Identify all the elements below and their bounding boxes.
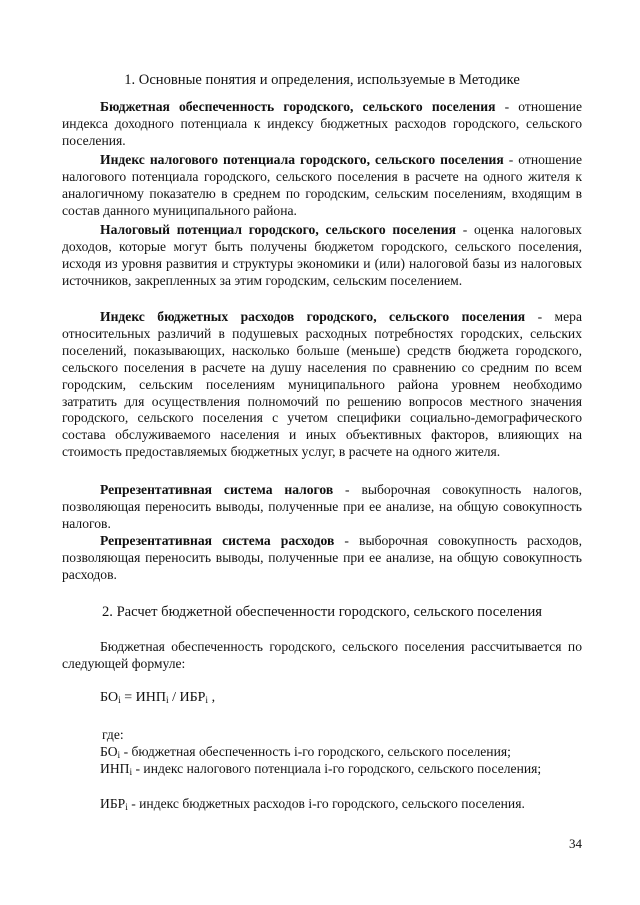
definition-paragraph [62, 222, 582, 290]
legend-symbol-subscript: i [117, 751, 121, 761]
legend-text: - бюджетная обеспеченность i-го городского, сельского поселения; [120, 744, 511, 759]
definition-text: - мера относительных различий в подушевых расходных потребностях городских, сельских поселений, показывающих, насколько больше (меньше) средств бюджета городского, сельского поселения в расчете на душу населения по сравнению со средним по всем городским, сельским поселениям муниципального района уровнем необходимо затратить для осуществления полномочий по решению вопросов местного значения городского, сельского поселения с учетом специфики социально-демографического состава обслуживаемого населения и иных объективных факторов, влияющих на стоимость предоставляемых бюджетных услуг, в расчете на одного жителя. [62, 309, 582, 460]
definition-paragraph [62, 482, 582, 533]
legend-item [62, 761, 582, 782]
definition-paragraph [62, 533, 582, 584]
formula [100, 690, 215, 710]
formula-tail: , [208, 690, 216, 705]
definition-paragraph [62, 152, 582, 220]
formula-numerator: ИНП [135, 690, 166, 705]
formula-denominator: ИБР [179, 690, 206, 705]
legend-symbol: ИНП [100, 761, 130, 776]
definition-text: - отношение налогового потенциала городского, сельского поселения в расчете на одного жителя к аналогичному показателю в среднем по городским, сельским поселениям, входящим в состав данного муниципального района. [62, 152, 582, 218]
legend-text: - индекс бюджетных расходов i-го городского, сельского поселения. [127, 796, 525, 811]
legend-symbol-subscript: i [129, 768, 133, 778]
section-2-heading: 2. Расчет бюджетной обеспеченности городского, сельского поселения [101, 604, 543, 620]
definition-text: - выборочная совокупность расходов, позволяющая переносить выводы, полученные при ее анализе, на общую совокупность расходов. [62, 533, 582, 582]
page-number: 34 [569, 836, 582, 851]
formula-equals: = [120, 690, 136, 705]
formula-slash: / [168, 690, 180, 705]
definition-term: Налоговый потенциал городского, сельского поселения [100, 222, 456, 237]
section-1-heading: 1. Основные понятия и определения, используемые в Методике [124, 72, 520, 88]
definition-term: Индекс бюджетных расходов городского, сельского поселения [100, 309, 526, 324]
formula-lhs: БО [100, 690, 119, 705]
formula-numerator-subscript: i [165, 696, 169, 706]
legend-symbol: БО [100, 744, 118, 759]
where-label: где: [102, 727, 124, 742]
definition-term: Репрезентативная система расходов [100, 533, 335, 548]
definition-paragraph [62, 309, 582, 461]
formula-intro: Бюджетная обеспеченность городского, сельского поселения рассчитывается по следующей формуле: [62, 639, 582, 671]
definition-paragraph [62, 99, 582, 150]
formula-denominator-subscript: i [205, 696, 209, 706]
formula-lhs-subscript: i [118, 696, 121, 706]
definition-term: Бюджетная обеспеченность городского, сельского поселения [100, 99, 496, 114]
definition-text: - выборочная совокупность налогов, позволяющая переносить выводы, полученные при ее анализе, на общую совокупность налогов. [62, 482, 582, 531]
definition-term: Репрезентативная система налогов [100, 482, 334, 497]
definition-text: - оценка налоговых доходов, которые могут быть получены бюджетом городского, сельского поселения, исходя из уровня развития и структуры экономики и (или) налоговой базы из налоговых источников, закрепленных за этим городским, сельским поселением. [62, 222, 582, 288]
definition-term: Индекс налогового потенциала городского, сельского поселения [100, 152, 504, 167]
legend-symbol-subscript: i [125, 803, 128, 813]
legend-symbol: ИБР [100, 796, 126, 811]
definition-text: - отношение индекса доходного потенциала к индексу бюджетных расходов городского, сельского поселения. [62, 99, 582, 148]
legend-text: - индекс налогового потенциала i-го городского, сельского поселения; [132, 761, 542, 776]
legend-item [62, 796, 582, 817]
